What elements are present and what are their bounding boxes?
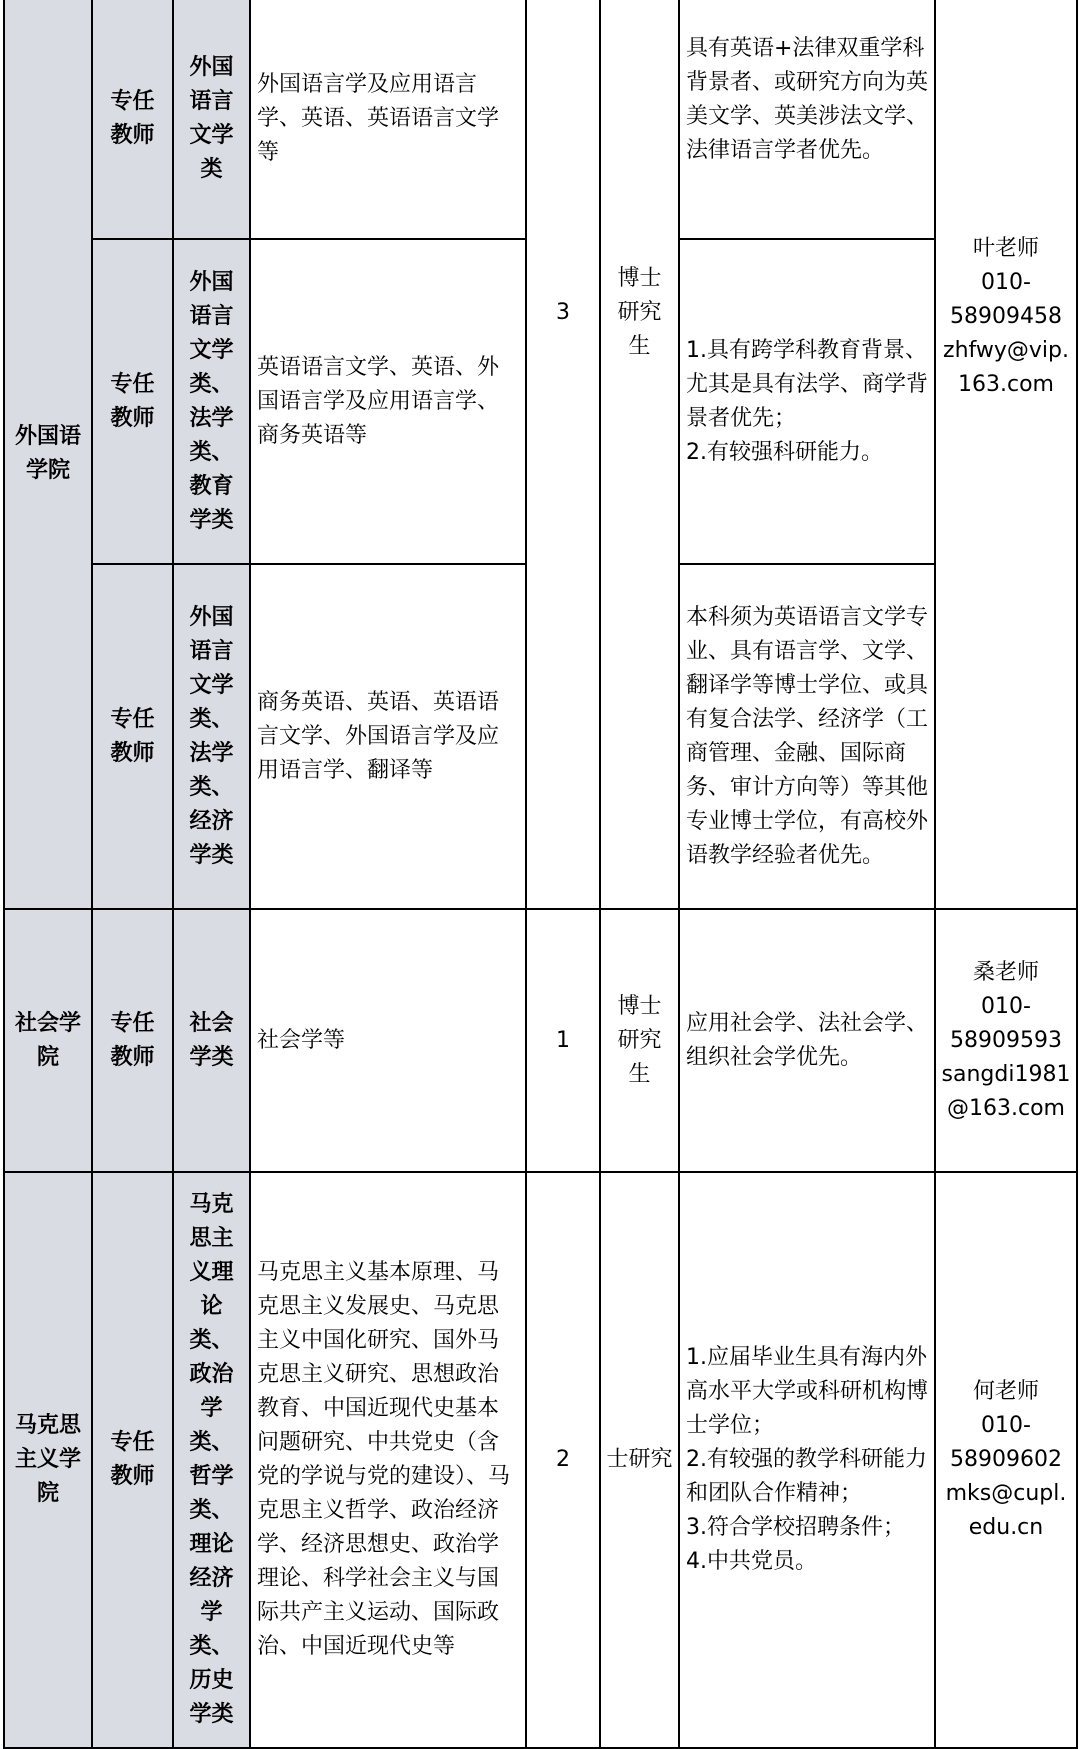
majors-cell: 社会学等	[250, 909, 526, 1172]
position-cell: 专任教师	[92, 909, 173, 1172]
degree-cell: 士研究	[600, 1172, 679, 1748]
requirements-cell	[679, 0, 935, 239]
headcount-cell: 3	[526, 0, 600, 909]
majors-cell: 商务英语、英语、英语语言文学、外国语言学及应用语言学、翻译等	[250, 564, 526, 909]
contact-email: zhfwy@vip.	[943, 338, 1069, 363]
contact-phone: 58909593	[950, 1027, 1062, 1053]
contact-cell	[935, 1172, 1077, 1748]
degree-cell: 博士研究生	[600, 909, 679, 1172]
contact-email: sangdi1981	[941, 1061, 1071, 1087]
contact-phone-prefix: 010-	[981, 270, 1031, 295]
department-cell: 马克思主义学院	[4, 1172, 92, 1748]
position-cell: 专任教师	[92, 239, 173, 564]
requirement-line: 具有英语+法律双重学科背景者、或研究方向为英美文学、英美涉法文学、法律语言学者优先。	[686, 36, 929, 163]
contact-name: 何老师	[972, 1379, 1039, 1404]
requirements-cell	[679, 909, 935, 1172]
degree-cell: 博士研究生	[600, 0, 679, 909]
table-row	[4, 1172, 1077, 1748]
department-cell: 外国语学院	[4, 0, 92, 909]
position-cell: 专任教师	[92, 564, 173, 909]
contact-phone: 58909602	[950, 1447, 1062, 1472]
recruitment-table	[3, 0, 1078, 1749]
contact-name: 桑老师	[972, 959, 1039, 985]
contact-phone-prefix: 010-	[981, 993, 1031, 1019]
position-cell: 专任教师	[92, 0, 173, 239]
majors-cell: 马克思主义基本原理、马克思主义发展史、马克思主义中国化研究、国外马克思主义研究、思想政治教育、中国近现代史基本问题研究、中共党史（含党的学说与党的建设）、马克思主义哲学、政治经济学、经济思想史、政治学理论、科学社会主义与国际共产主义运动、国际政治、中国近现代史等	[250, 1172, 526, 1748]
contact-phone-prefix: 010-	[981, 1413, 1031, 1438]
position-cell: 专任教师	[92, 1172, 173, 1748]
contact-cell	[935, 0, 1077, 909]
requirements-cell	[679, 1172, 935, 1748]
requirement-line: 应用社会学、法社会学、组织社会学优先。	[686, 1010, 929, 1070]
table-row	[4, 909, 1077, 1172]
requirement-line: 1.应届毕业生具有海内外高水平大学或科研机构博士学位；	[686, 1345, 929, 1438]
contact-email-domain: @163.com	[947, 1095, 1065, 1121]
category-cell: 社会学类	[173, 909, 250, 1172]
category-cell: 外国语言文学类、法学类、教育学类	[173, 239, 250, 564]
requirements-cell	[679, 239, 935, 564]
category-cell: 外国语言文学类、法学类、经济学类	[173, 564, 250, 909]
majors-cell: 英语语言文学、英语、外国语言学及应用语言学、商务英语等	[250, 239, 526, 564]
contact-cell	[935, 909, 1077, 1172]
category-cell: 马克思主义理论类、政治学类、哲学类、理论经济学类、历史学类	[173, 1172, 250, 1748]
requirement-line: 4.中共党员。	[686, 1549, 817, 1574]
category-cell: 外国语言文学类	[173, 0, 250, 239]
contact-email-domain: 163.com	[958, 372, 1054, 397]
contact-email: mks@cupl.	[945, 1481, 1067, 1506]
contact-email-domain: edu.cn	[968, 1515, 1044, 1540]
contact-name: 叶老师	[972, 236, 1039, 261]
requirement-line: 3.符合学校招聘条件；	[686, 1515, 905, 1540]
requirement-line: 本科须为英语语言文学专业、具有语言学、文学、翻译学等博士学位、或具有复合法学、经济学（工商管理、金融、国际商务、审计方向等）等其他专业博士学位，有高校外语教学经验者优先。	[686, 604, 929, 868]
majors-cell: 外国语言学及应用语言学、英语、英语语言文学等	[250, 0, 526, 239]
headcount-cell: 2	[526, 1172, 600, 1748]
requirement-line: 2.有较强的教学科研能力和团队合作精神；	[686, 1447, 927, 1506]
contact-phone: 58909458	[950, 304, 1062, 329]
requirement-line: 2.有较强科研能力。	[686, 439, 883, 465]
requirement-line: 1.具有跨学科教育背景、尤其是具有法学、商学背景者优先；	[686, 337, 929, 431]
headcount-cell: 1	[526, 909, 600, 1172]
requirements-cell	[679, 564, 935, 909]
department-cell: 社会学院	[4, 909, 92, 1172]
table-row	[4, 0, 1077, 239]
